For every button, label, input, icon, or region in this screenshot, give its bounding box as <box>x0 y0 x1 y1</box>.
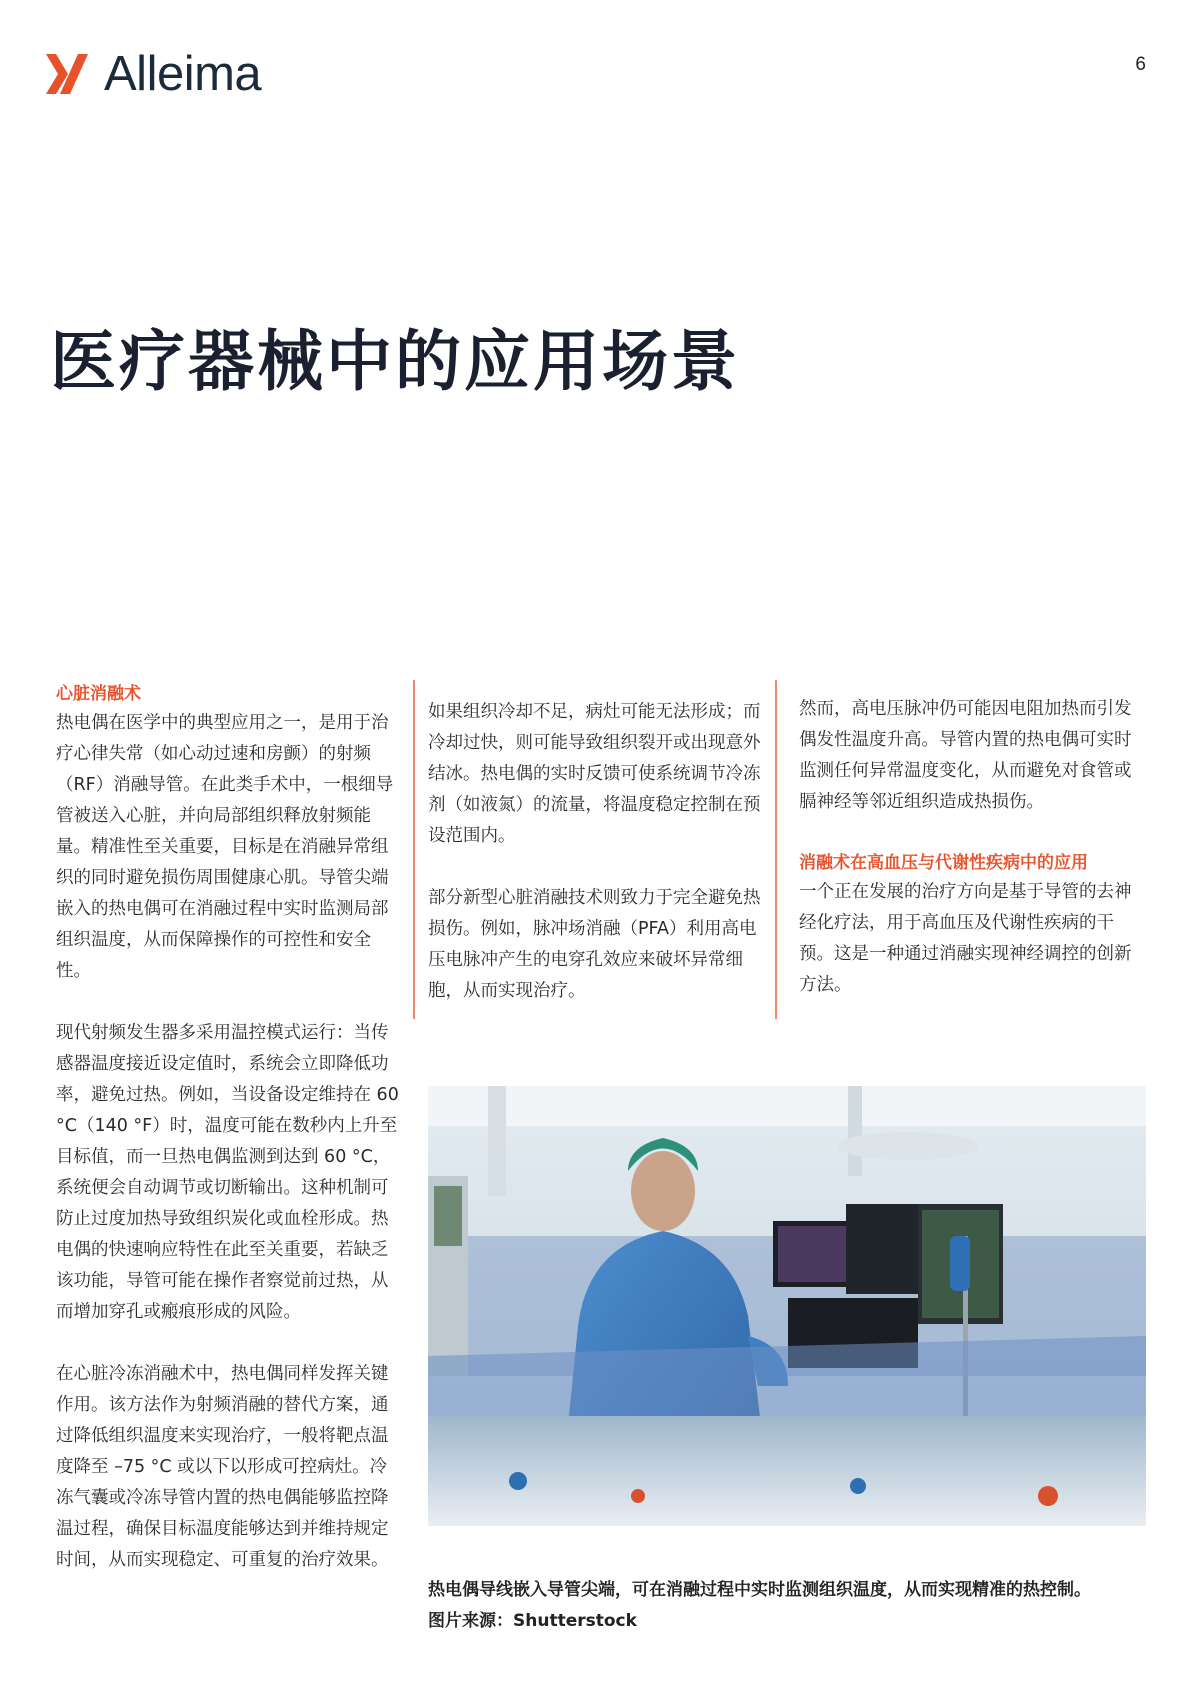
section-heading-hypertension: 消融术在高血压与代谢性疾病中的应用 <box>799 853 1088 873</box>
paragraph: 部分新型心脏消融技术则致力于完全避免热损伤。例如，脉冲场消融（PFA）利用高电压电脉冲产生的电穿孔效应来破坏异常细胞，从而实现治疗。 <box>428 888 761 1001</box>
page-number: 6 <box>1135 54 1146 75</box>
paragraph: 然而，高电压脉冲仍可能因电阻加热而引发偶发性温度升高。导管内置的热电偶可实时监测任何异常温度变化，从而避免对食管或膈神经等邻近组织造成热损伤。 <box>799 699 1132 812</box>
paragraph: 热电偶在医学中的典型应用之一，是用于治疗心律失常（如心动过速和房颤）的射频（RF）消融导管。在此类手术中，一根细导管被送入心脏，并向局部组织释放射频能量。精准性至关重要，目标是在消融异常组织的同时避免损伤周围健康心肌。导管尖端嵌入的热电偶可在消融过程中实时监测局部组织温度，从而保障操作的可控性和安全性。 <box>56 713 394 981</box>
paragraph: 如果组织冷却不足，病灶可能无法形成；而冷却过快，则可能导致组织裂开或出现意外结冰。热电偶的实时反馈可使系统调节冷冻剂（如液氮）的流量，将温度稳定控制在预设范围内。 <box>428 702 761 846</box>
brand-logo <box>44 48 261 100</box>
column-2 <box>428 697 762 1007</box>
column-divider <box>413 680 415 1019</box>
alleima-logo-icon <box>44 52 90 96</box>
paragraph: 一个正在发展的治疗方向是基于导管的去神经化疗法，用于高血压及代谢性疾病的干预。这是一种通过消融实现神经调控的创新方法。 <box>799 882 1132 995</box>
column-1 <box>56 680 404 1576</box>
brand-name: Alleima <box>104 47 262 101</box>
caption-credit: 图片来源：Shutterstock <box>428 1611 637 1631</box>
section-heading-cardiac-ablation: 心脏消融术 <box>56 684 141 704</box>
caption-text: 热电偶导线嵌入导管尖端，可在消融过程中实时监测组织温度，从而实现精准的热控制。 <box>428 1580 1091 1600</box>
column-3 <box>799 694 1141 1001</box>
column-divider <box>775 680 777 1019</box>
paragraph: 在心脏冷冻消融术中，热电偶同样发挥关键作用。该方法作为射频消融的替代方案，通过降低组织温度来实现治疗，一般将靶点温度降至 –75 °C 或以下以形成可控病灶。冷冻气囊或冷冻导管内置的热电偶能够监控降温过程，确保目标温度能够达到并维持规定时间，从而实现稳定、可重复的治疗效果。 <box>56 1364 389 1570</box>
paragraph: 现代射频发生器多采用温控模式运行：当传感器温度接近设定值时，系统会立即降低功率，避免过热。例如，当设备设定维持在 60 °C（140 °F）时，温度可能在数秒内上升至目标值，而一旦热电偶监测到达到 60 °C，系统便会自动调节或切断输出。这种机制可防止过度加热导致组织炭化或血栓形成。热电偶的快速响应特性在此至关重要，若缺乏该功能，导管可能在操作者察觉前过热，从而增加穿孔或瘢痕形成的风险。 <box>56 1023 399 1322</box>
page-title: 医疗器械中的应用场景 <box>50 323 740 400</box>
operating-room-photo <box>428 1086 1146 1526</box>
figure-caption <box>428 1575 1158 1637</box>
